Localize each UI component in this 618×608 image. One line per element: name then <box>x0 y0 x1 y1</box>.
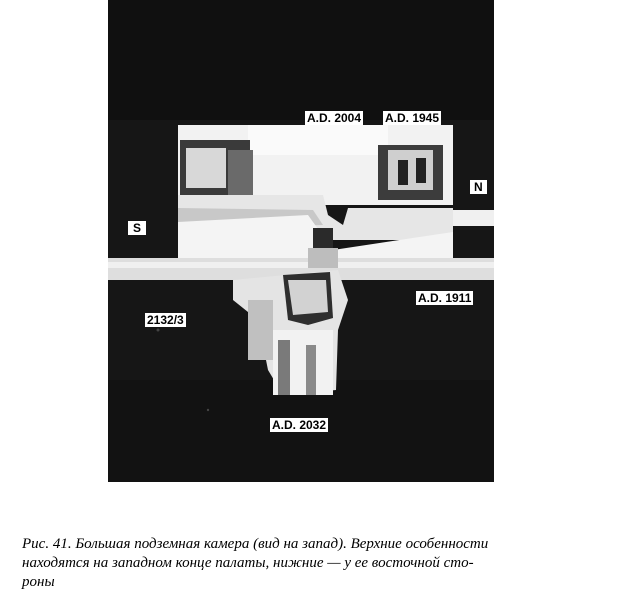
label-south: S <box>128 221 146 235</box>
figure-caption <box>22 535 612 592</box>
chamber-photograph <box>108 0 494 482</box>
chamber-illustration <box>108 0 494 482</box>
label-ad-2032: A.D. 2032 <box>272 418 327 432</box>
caption-line-3: роны <box>22 574 55 590</box>
caption-line-1: Рис. 41. Большая подземная камера (вид на запад). Верхние особенности <box>22 536 489 552</box>
label-2132-3: 2132/3 <box>147 313 184 327</box>
label-ad-2004: A.D. 2004 <box>307 111 362 125</box>
caption-line-2: находятся на западном конце палаты, нижние — у ее восточной сто- <box>22 555 474 571</box>
label-ad-1911: A.D. 1911 <box>418 291 472 305</box>
label-north: N <box>470 180 487 194</box>
label-ad-1945: A.D. 1945 <box>385 111 440 125</box>
